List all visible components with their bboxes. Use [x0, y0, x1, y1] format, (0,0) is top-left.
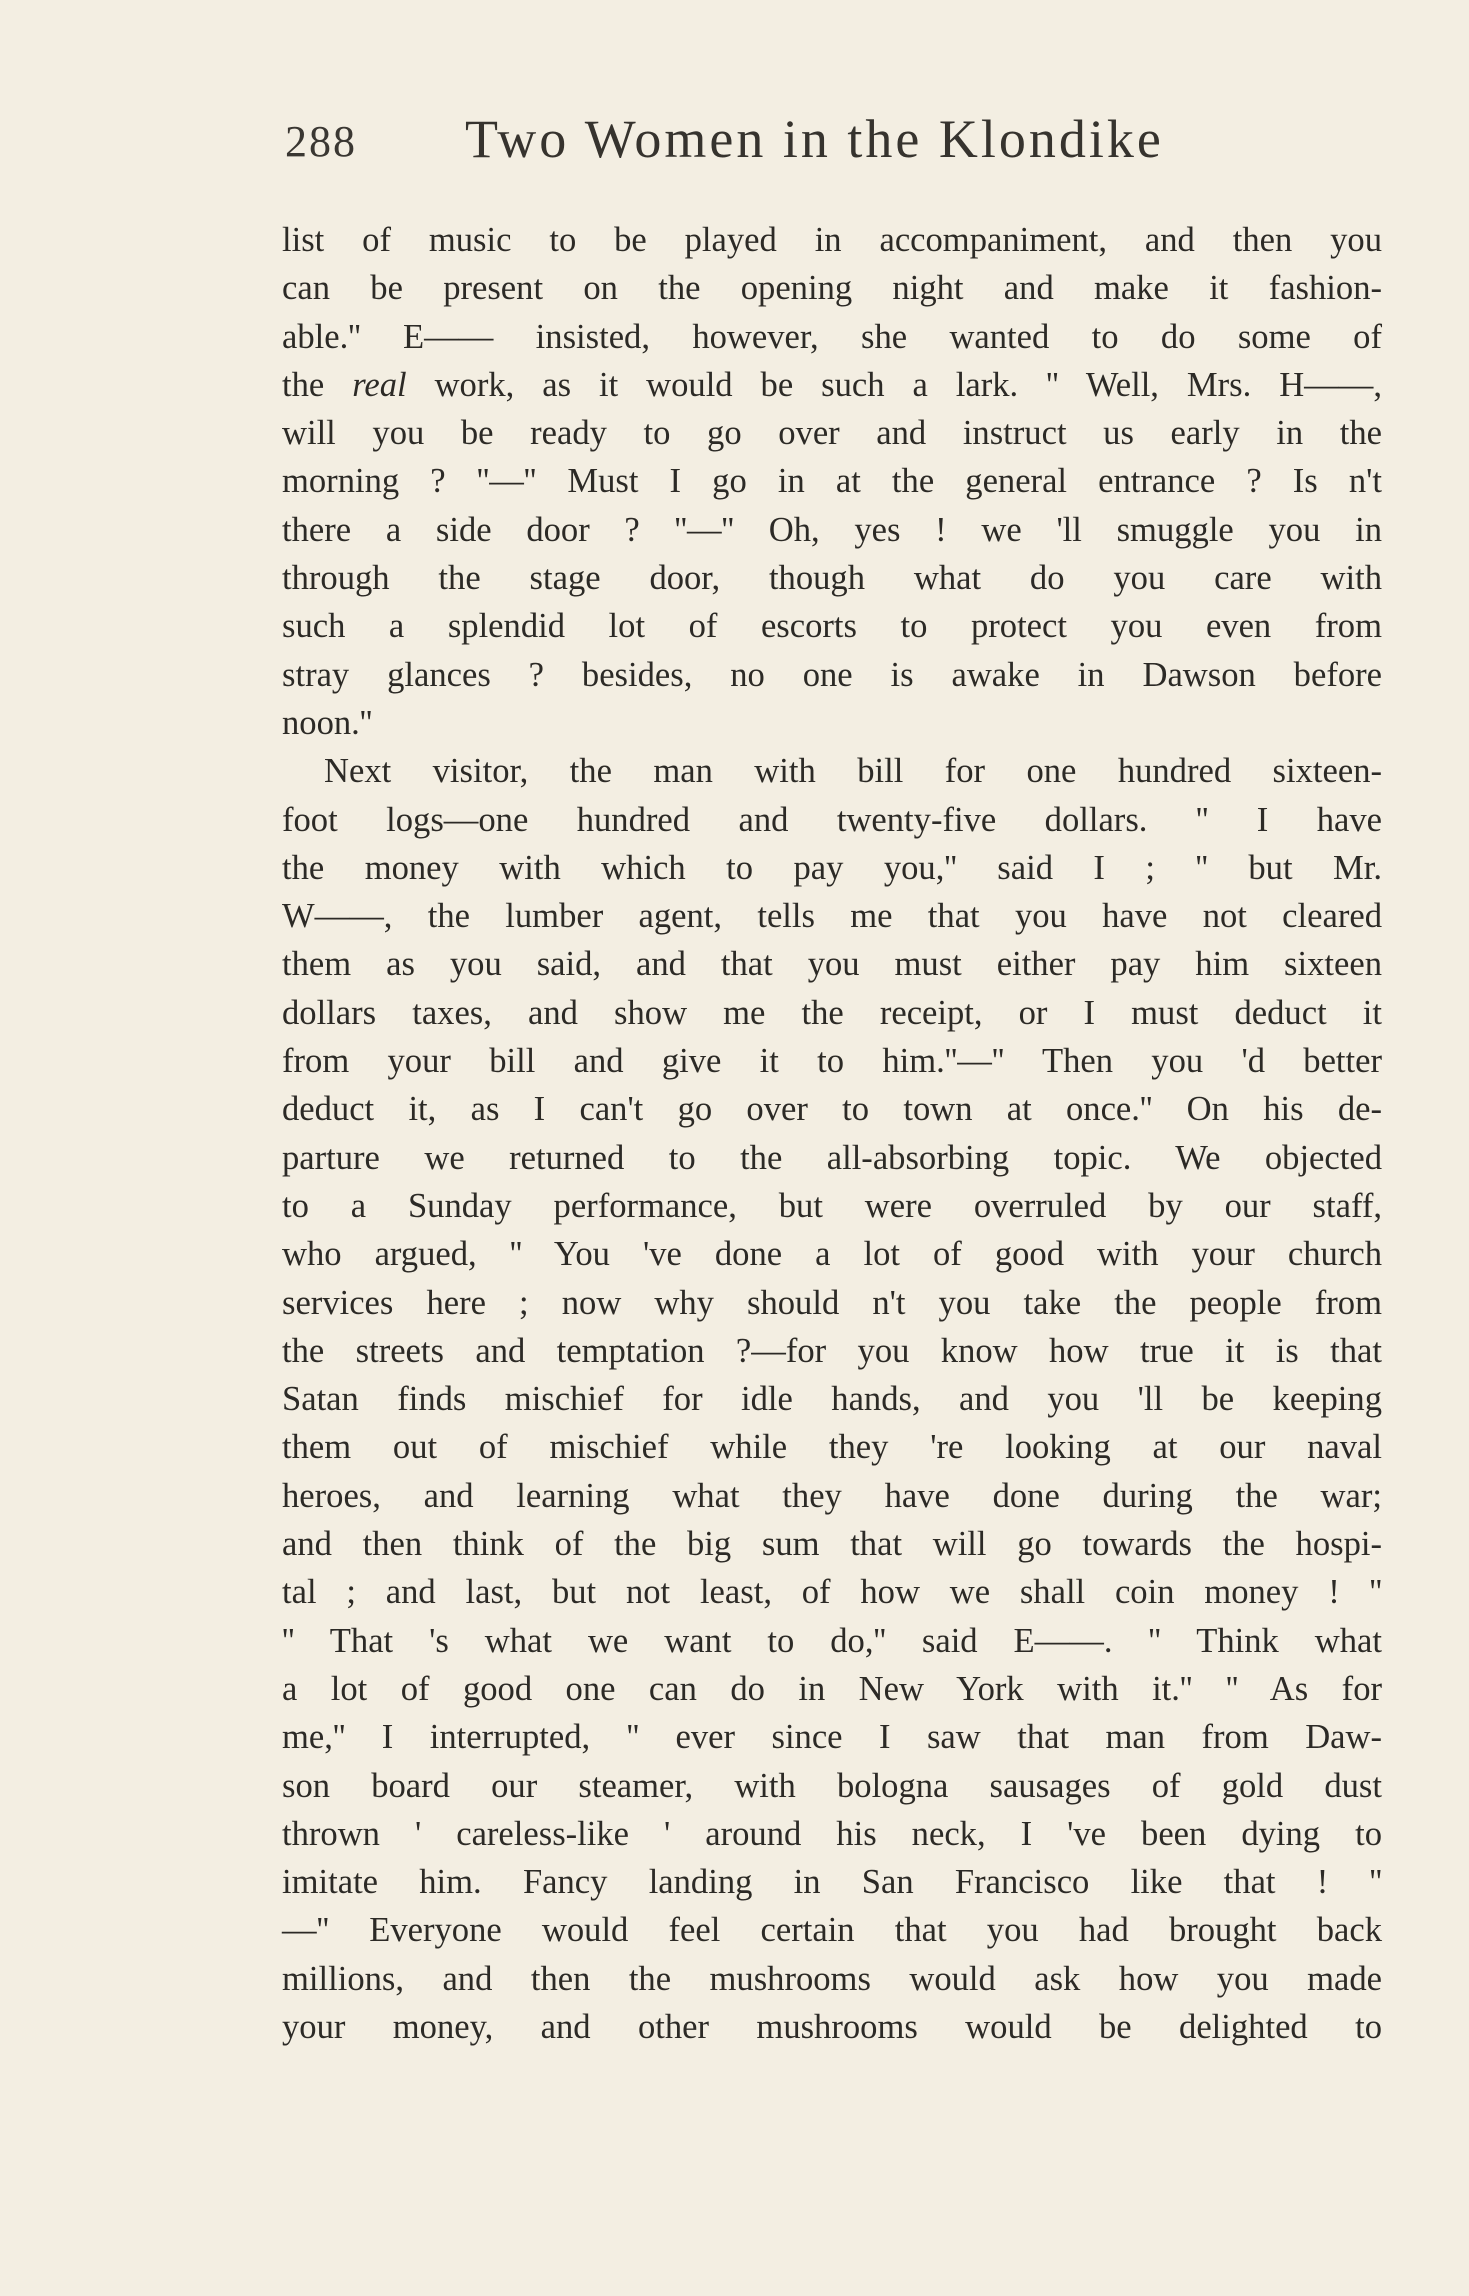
text-line: heroes, and learning what they have done during the war; — [282, 1476, 1382, 1515]
italic-word: real — [352, 365, 407, 404]
text-line: can be present on the opening night and make it fashion- — [282, 269, 1382, 308]
text-line: parture we returned to the all-absorbing topic. We objected — [282, 1138, 1382, 1177]
text-line: through the stage door, though what do you care with — [282, 559, 1382, 598]
text-line: to a Sunday performance, but were overruled by our staff, — [282, 1186, 1382, 1225]
text-line: able.'' E—— insisted, however, she wanted to do some of — [282, 317, 1382, 356]
paragraph-start-line: Next visitor, the man with bill for one hundred sixteen- — [324, 752, 1382, 791]
text-line: Satan finds mischief for idle hands, and you 'll be keeping — [282, 1380, 1382, 1419]
text-line: '' That 's what we want to do,'' said E——. '' Think what — [282, 1621, 1382, 1660]
text-line: list of music to be played in accompaniment, and then you — [282, 221, 1382, 259]
text-line: millions, and then the mushrooms would ask how you made — [282, 1959, 1382, 1998]
text-line: there a side door ? ''—'' Oh, yes ! we 'll smuggle you in — [282, 510, 1382, 549]
text-line: me,'' I interrupted, '' ever since I saw that man from Daw- — [282, 1718, 1382, 1757]
text-line: tal ; and last, but not least, of how we shall coin money ! '' — [282, 1573, 1382, 1612]
text-line: from your bill and give it to him.''—'' Then you 'd better — [282, 1042, 1382, 1081]
text-line: a lot of good one can do in New York with it.'' '' As for — [282, 1669, 1382, 1708]
text-line: the streets and temptation ?—for you know how true it is that — [282, 1331, 1382, 1370]
page-number: 288 — [285, 117, 357, 166]
text-line: dollars taxes, and show me the receipt, or I must deduct it — [282, 993, 1382, 1032]
text-line: them as you said, and that you must either pay him sixteen — [282, 945, 1382, 984]
text-line: thrown ' careless-like ' around his neck, I 've been dying to — [282, 1814, 1382, 1853]
text-line-with-italic — [282, 361, 1382, 409]
book-title: Two Women in the Klondike — [465, 109, 1164, 169]
text-line: noon.'' — [282, 703, 373, 742]
text-line: —'' Everyone would feel certain that you had brought back — [282, 1911, 1382, 1950]
text-line: deduct it, as I can't go over to town at once.'' On his de- — [282, 1090, 1382, 1129]
text-line: son board our steamer, with bologna sausages of gold dust — [282, 1766, 1382, 1805]
running-head — [285, 108, 1215, 178]
text-line: them out of mischief while they 're looking at our naval — [282, 1428, 1382, 1467]
body-text — [282, 216, 1382, 2051]
text-line: will you be ready to go over and instruct us early in the — [282, 414, 1382, 453]
text-line: such a splendid lot of escorts to protect you even from — [282, 607, 1382, 646]
text-line: the money with which to pay you,'' said I ; '' but Mr. — [282, 848, 1382, 887]
text-line: foot logs—one hundred and twenty-five dollars. '' I have — [282, 800, 1382, 839]
text-line: and then think of the big sum that will go towards the hospi- — [282, 1525, 1382, 1564]
text-line: who argued, '' You 've done a lot of good with your church — [282, 1235, 1382, 1274]
text-fragment: work, as it would be such a lark. '' Well, Mrs. H——, — [434, 365, 1382, 404]
text-line: your money, and other mushrooms would be delighted to — [282, 2007, 1382, 2046]
text-line: services here ; now why should n't you take the people from — [282, 1283, 1382, 1322]
text-line: imitate him. Fancy landing in San Francisco like that ! '' — [282, 1863, 1382, 1902]
text-line: stray glances ? besides, no one is awake in Dawson before — [282, 655, 1382, 694]
text-line: W——, the lumber agent, tells me that you have not cleared — [282, 897, 1382, 936]
text-line: morning ? ''—'' Must I go in at the general entrance ? Is n't — [282, 462, 1382, 501]
text-fragment: the — [282, 365, 325, 404]
